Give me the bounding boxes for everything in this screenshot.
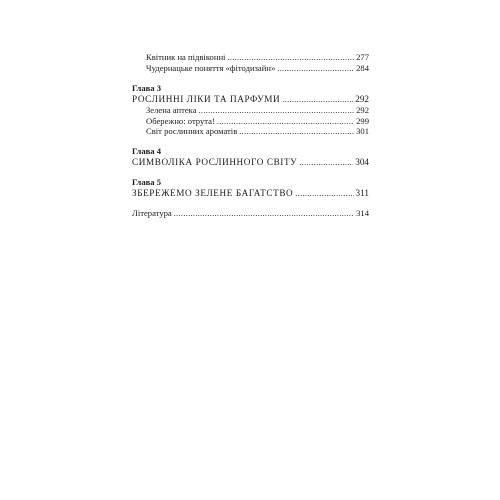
chapter-heading: Глава 5 xyxy=(132,176,161,187)
toc-entry xyxy=(132,126,369,137)
chapter-heading: Глава 4 xyxy=(132,145,161,156)
toc-entry xyxy=(132,105,369,116)
toc-entry-label: Світ рослинних ароматів xyxy=(146,126,238,136)
table-of-contents xyxy=(132,52,369,218)
toc-entry-page: 292 xyxy=(356,105,369,115)
toc-entry xyxy=(132,116,369,127)
chapter-title-page: 292 xyxy=(355,94,369,104)
dot-leader xyxy=(277,64,354,75)
toc-entry-label: Обережно: отрута! xyxy=(146,115,215,126)
chapter-title-page: 311 xyxy=(355,187,369,198)
toc-entry-label: Зелена аптека xyxy=(146,105,197,115)
toc-entry-page: 284 xyxy=(356,62,369,73)
dot-leader xyxy=(199,106,355,117)
dot-leader xyxy=(299,157,353,168)
toc-entry-page: 301 xyxy=(356,126,369,136)
dot-leader xyxy=(174,209,354,220)
toc-entry-label: Чудернацьке поняття «фітодизайн» xyxy=(146,62,276,73)
chapter-title-entry xyxy=(132,188,369,199)
chapter-title: ЗБЕРЕЖЕМО ЗЕЛЕНЕ БАГАТСТВО xyxy=(132,187,294,198)
dot-leader xyxy=(282,94,353,105)
toc-entry-page: 314 xyxy=(356,207,369,218)
chapter-title-page: 304 xyxy=(355,156,369,167)
toc-entry xyxy=(132,63,369,74)
toc-entry-label: Квітник на підвіконні xyxy=(146,52,226,62)
toc-entry xyxy=(132,52,369,63)
chapter-title: РОСЛИННІ ЛІКИ ТА ПАРФУМИ xyxy=(132,94,281,104)
chapter-title-entry xyxy=(132,157,369,168)
toc-entry-page: 299 xyxy=(356,115,369,126)
toc-entry-label: Література xyxy=(132,207,172,218)
dot-leader xyxy=(239,127,354,138)
toc-entry-page: 277 xyxy=(356,52,369,62)
toc-entry-literature xyxy=(132,208,369,219)
dot-leader xyxy=(295,188,353,199)
chapter-title-entry xyxy=(132,94,369,105)
chapter-title: СИМВОЛІКА РОСЛИННОГО СВІТУ xyxy=(132,156,298,167)
chapter-heading: Глава 3 xyxy=(132,83,161,93)
dot-leader xyxy=(217,117,354,128)
